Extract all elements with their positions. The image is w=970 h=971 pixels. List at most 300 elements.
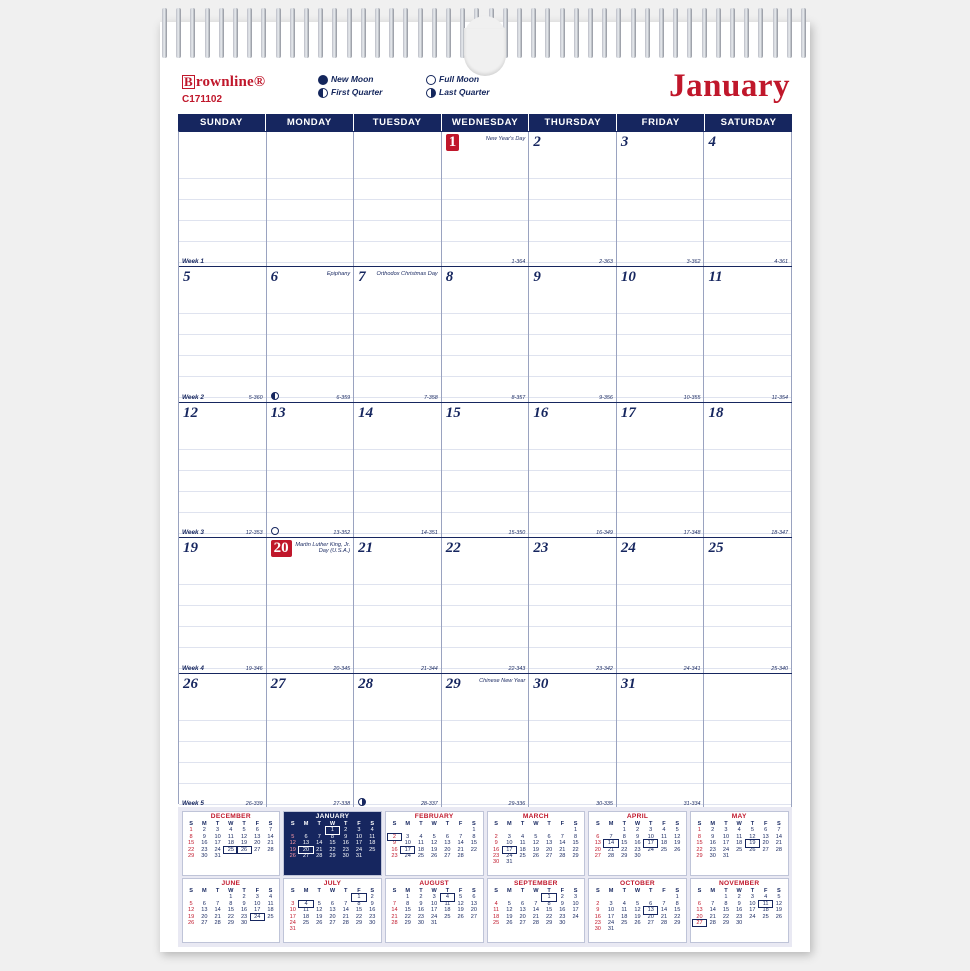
- writing-lines: [617, 293, 704, 389]
- day-cell[interactable]: [442, 538, 530, 672]
- mini-weekday-header: M: [507, 888, 512, 894]
- mini-day-cell: 4: [441, 894, 454, 900]
- mini-day-cell: 21: [532, 913, 539, 920]
- mini-calendar-april[interactable]: [588, 811, 687, 876]
- mini-calendar-february[interactable]: [385, 811, 484, 876]
- mini-day-cell: 2: [242, 894, 246, 901]
- mini-calendar-title: OCTOBER: [620, 880, 655, 887]
- mini-day-cell: 9: [370, 900, 374, 907]
- writing-lines: [354, 564, 441, 660]
- day-cell[interactable]: [442, 403, 530, 537]
- mini-day-cell: 16: [709, 840, 716, 847]
- writing-lines: [267, 293, 354, 389]
- mini-day-cell: 13: [762, 833, 769, 840]
- mini-calendar-september[interactable]: [487, 878, 586, 943]
- mini-day-cell: 22: [329, 846, 336, 853]
- spiral-coil: [659, 8, 664, 58]
- mini-day-cell: 23: [369, 913, 376, 920]
- day-cell[interactable]: [267, 674, 355, 808]
- mini-day-cell: 27: [762, 846, 769, 853]
- mini-day-cell: 12: [289, 840, 296, 847]
- mini-weekday-header: S: [189, 888, 193, 894]
- day-cell[interactable]: [267, 132, 355, 266]
- full-moon-icon: [271, 527, 279, 535]
- mini-weekday-header: F: [763, 821, 768, 827]
- day-cell[interactable]: [617, 267, 705, 401]
- mini-day-cell: 24: [214, 846, 221, 853]
- mini-day-cell: 29: [188, 853, 195, 860]
- mini-week-row: [286, 853, 379, 859]
- day-cell[interactable]: [617, 674, 705, 808]
- mini-day-cell: 10: [607, 907, 615, 914]
- mini-day-cell: 25: [369, 846, 376, 853]
- mini-weekday-header: M: [202, 821, 207, 827]
- mini-day-cell: 2: [202, 827, 206, 834]
- mini-calendar-january[interactable]: [283, 811, 382, 876]
- day-cell[interactable]: [704, 267, 792, 401]
- writing-lines: [354, 429, 441, 525]
- weekday-header-thursday: THURSDAY: [528, 114, 616, 131]
- writing-lines: [354, 293, 441, 389]
- mini-day-cell: 14: [559, 840, 566, 847]
- day-number: 23: [533, 540, 549, 557]
- mini-weekday-header: M: [303, 888, 309, 894]
- mini-day-cell: 25: [493, 920, 500, 927]
- mini-day-cell: 23: [634, 846, 641, 853]
- mini-day-cell: [746, 920, 759, 926]
- mini-calendar-march[interactable]: [487, 811, 586, 876]
- mini-day-cell: 8: [357, 900, 361, 907]
- spiral-coil: [716, 8, 721, 58]
- mini-day-cell: 5: [534, 833, 538, 840]
- mini-day-cell: 23: [342, 846, 349, 853]
- mini-calendar-august[interactable]: [385, 878, 484, 943]
- day-cell[interactable]: [354, 267, 442, 401]
- mini-day-cell: [516, 859, 529, 865]
- mini-weekday-header: F: [255, 821, 259, 827]
- mini-weekday-header: S: [472, 888, 476, 894]
- legend-full-moon: [426, 73, 526, 86]
- julian-date: 29-336: [508, 800, 526, 807]
- julian-date: 24-341: [683, 665, 701, 672]
- julian-date: 19-346: [245, 665, 263, 672]
- writing-lines: [704, 564, 791, 660]
- mini-day-cell: 27: [545, 853, 553, 860]
- mini-day-cell: 14: [267, 833, 274, 840]
- mini-day-cell: 2: [711, 827, 715, 834]
- day-number: 4: [708, 134, 716, 150]
- first-quarter-moon-icon: [318, 88, 328, 98]
- day-cell[interactable]: [354, 538, 442, 672]
- julian-date: 5-360: [248, 394, 263, 401]
- mini-day-cell: 1: [542, 894, 555, 900]
- day-number: 24: [620, 540, 636, 557]
- spiral-coil: [730, 8, 735, 58]
- mini-weekday-header: W: [533, 888, 539, 894]
- mini-day-cell: [671, 926, 684, 932]
- mini-day-cell: 21: [316, 846, 323, 853]
- mini-day-cell: 23: [240, 913, 248, 920]
- day-cell[interactable]: [442, 674, 530, 808]
- julian-date: 17-348: [683, 530, 701, 537]
- mini-day-cell: 31: [431, 920, 438, 927]
- mini-day-cell: 13: [254, 833, 261, 840]
- mini-day-cell: 24: [749, 913, 756, 920]
- mini-day-cell: [313, 926, 326, 932]
- mini-day-cell: [264, 920, 277, 926]
- day-cell[interactable]: [442, 267, 530, 401]
- mini-day-cell: 19: [674, 840, 681, 847]
- legend-label: Full Moon: [439, 74, 480, 84]
- mini-day-cell: 2: [635, 827, 640, 834]
- mini-day-cell: 26: [457, 913, 464, 920]
- mini-day-cell: 28: [775, 846, 783, 853]
- day-cell[interactable]: [529, 267, 617, 401]
- mini-day-cell: 8: [547, 900, 551, 907]
- mini-weekday-header: W: [228, 888, 234, 894]
- mini-day-cell: 6: [547, 833, 551, 840]
- mini-day-cell: 7: [711, 900, 715, 907]
- mini-day-cell: 27: [647, 920, 654, 927]
- day-number: 17: [620, 404, 636, 421]
- mini-day-cell: 11: [227, 833, 234, 840]
- hanger-hole: [464, 28, 506, 76]
- spiral-coil: [773, 8, 778, 58]
- day-cell[interactable]: [354, 674, 442, 808]
- mini-day-cell: 10: [647, 833, 654, 840]
- mini-day-cell: 9: [344, 833, 348, 840]
- day-cell[interactable]: [617, 538, 705, 672]
- day-cell[interactable]: [617, 403, 705, 537]
- mini-day-cell: 5: [750, 827, 754, 834]
- mini-day-cell: 24: [289, 920, 296, 927]
- mini-day-cell: 15: [722, 907, 730, 914]
- mini-day-cell: 16: [201, 840, 208, 847]
- mini-day-cell: 19: [457, 907, 464, 914]
- mini-day-cell: 9: [494, 840, 498, 847]
- mini-day-cell: 4: [622, 900, 626, 907]
- mini-calendar-table: [388, 888, 481, 926]
- spiral-coil: [205, 8, 210, 58]
- mini-day-cell: 27: [693, 920, 706, 926]
- mini-day-cell: 8: [406, 900, 410, 907]
- mini-day-cell: 17: [214, 840, 221, 847]
- mini-calendar-july[interactable]: [283, 878, 382, 943]
- mini-calendar-december[interactable]: [182, 811, 281, 876]
- mini-day-cell: 1: [573, 827, 578, 834]
- mini-calendar-title: FEBRUARY: [414, 813, 454, 820]
- mini-day-cell: 24: [722, 846, 730, 853]
- mini-day-cell: 6: [445, 833, 449, 840]
- day-cell[interactable]: [179, 403, 267, 537]
- mini-day-cell: 27: [594, 853, 601, 860]
- mini-day-cell: 4: [662, 827, 666, 834]
- mini-day-cell: 18: [227, 840, 234, 847]
- mini-day-cell: 27: [519, 920, 526, 927]
- day-cell[interactable]: [442, 132, 530, 266]
- mini-day-cell: 13: [594, 840, 601, 847]
- mini-day-cell: 3: [649, 827, 653, 834]
- mini-day-cell: 7: [560, 833, 564, 840]
- mini-calendar-table: [490, 888, 583, 926]
- day-number: 9: [533, 269, 541, 286]
- day-cell[interactable]: [267, 403, 355, 537]
- new-moon-icon: [318, 75, 328, 85]
- mini-day-cell: 25: [736, 846, 743, 853]
- day-cell[interactable]: [704, 403, 792, 537]
- day-cell[interactable]: [354, 403, 442, 537]
- mini-day-cell: 8: [697, 833, 702, 840]
- mini-day-cell: [772, 920, 785, 926]
- mini-day-cell: 28: [559, 853, 566, 860]
- mini-day-cell: 15: [404, 907, 411, 914]
- mini-day-cell: 16: [369, 907, 376, 914]
- mini-weekday-header: F: [255, 888, 259, 894]
- mini-day-cell: 17: [722, 840, 730, 847]
- spiral-coil: [446, 8, 451, 58]
- spiral-coil: [219, 8, 224, 58]
- day-event: Chinese New Year: [479, 677, 526, 684]
- writing-lines: [704, 293, 791, 389]
- mini-day-cell: 18: [369, 840, 376, 847]
- mini-day-cell: 10: [506, 840, 513, 847]
- day-number: 14: [358, 404, 374, 421]
- spiral-coil: [247, 8, 252, 58]
- day-cell[interactable]: [179, 267, 267, 401]
- mini-day-cell: 7: [777, 827, 781, 834]
- day-cell[interactable]: [704, 674, 792, 808]
- day-number: 20: [271, 540, 292, 557]
- spiral-coil: [588, 8, 593, 58]
- mini-day-cell: 20: [299, 847, 312, 853]
- mini-day-cell: 16: [634, 840, 641, 847]
- mini-day-cell: 1: [622, 827, 626, 834]
- mini-day-cell: 18: [444, 907, 451, 914]
- spiral-coil: [631, 8, 636, 58]
- mini-day-cell: [251, 853, 264, 859]
- day-cell[interactable]: [704, 538, 792, 672]
- day-cell[interactable]: [529, 132, 617, 266]
- mini-weekday-header: W: [634, 821, 641, 827]
- mini-day-cell: [657, 926, 670, 932]
- mini-day-cell: 24: [404, 853, 411, 860]
- mini-day-cell: 8: [472, 833, 476, 840]
- mini-day-cell: 22: [674, 913, 681, 920]
- brand-registered: ®: [253, 74, 266, 90]
- mini-day-cell: 11: [661, 833, 667, 840]
- writing-lines: [354, 158, 441, 254]
- mini-weekday-header: S: [697, 821, 702, 827]
- mini-day-cell: [454, 920, 467, 926]
- day-cell[interactable]: [704, 132, 792, 266]
- writing-lines: [529, 700, 616, 796]
- mini-weekday-header: S: [675, 821, 680, 827]
- mini-day-cell: 30: [201, 853, 208, 860]
- writing-lines: [267, 158, 354, 254]
- mini-day-cell: 6: [255, 827, 259, 834]
- mini-weekday-header: T: [750, 888, 755, 894]
- mini-day-cell: 15: [696, 840, 703, 847]
- mini-day-cell: 6: [521, 900, 525, 907]
- day-cell[interactable]: [179, 132, 267, 266]
- mini-weekday-header: S: [290, 888, 295, 894]
- day-event: Orthodox Christmas Day: [376, 271, 438, 278]
- day-cell[interactable]: [179, 538, 267, 672]
- mini-weekday-header: W: [228, 821, 234, 827]
- mini-day-cell: 18: [417, 846, 425, 853]
- julian-date: 25-340: [771, 665, 789, 672]
- mini-weekday-header: W: [431, 821, 437, 827]
- weekday-header-sunday: SUNDAY: [200, 117, 243, 128]
- mini-day-cell: 3: [291, 900, 295, 907]
- mini-day-cell: 11: [418, 840, 424, 847]
- spiral-coil: [375, 8, 380, 58]
- writing-lines: [617, 564, 704, 660]
- mini-day-cell: 31: [355, 853, 363, 860]
- mini-weekday-header: T: [242, 888, 246, 894]
- day-event: Epiphany: [326, 271, 351, 278]
- julian-date: 7-358: [423, 394, 438, 401]
- day-cell[interactable]: [354, 132, 442, 266]
- mini-day-cell: 15: [188, 840, 195, 847]
- julian-date: 15-350: [508, 530, 526, 537]
- full-moon-icon: [426, 75, 436, 85]
- weekday-header-wednesday: WEDNESDAY: [441, 114, 529, 131]
- day-number: 6: [270, 269, 279, 286]
- mini-day-cell: 14: [457, 840, 464, 847]
- spiral-coil: [162, 8, 167, 58]
- weekday-header-friday: FRIDAY: [616, 114, 704, 131]
- week-label: Week 2: [182, 393, 204, 401]
- day-number: 21: [358, 540, 374, 557]
- mini-day-cell: 5: [291, 833, 295, 840]
- mini-day-cell: 23: [709, 846, 716, 853]
- mini-day-cell: 18: [736, 840, 743, 847]
- mini-day-cell: 16: [342, 840, 349, 847]
- mini-day-cell: 19: [316, 913, 323, 920]
- writing-lines: [179, 564, 266, 660]
- mini-day-cell: 10: [749, 900, 756, 907]
- legend-new-moon: [318, 73, 418, 86]
- mini-day-cell: 12: [775, 900, 783, 907]
- writing-lines: [442, 700, 529, 796]
- mini-day-cell: 25: [660, 846, 668, 853]
- day-cell[interactable]: [267, 267, 355, 401]
- mini-weekday-header: T: [317, 821, 321, 827]
- mini-day-cell: 21: [709, 913, 716, 920]
- mini-calendar-title: JANUARY: [315, 813, 350, 820]
- mini-day-cell: 10: [214, 833, 221, 840]
- mini-day-cell: 19: [634, 913, 641, 920]
- mini-day-cell: 3: [724, 827, 728, 834]
- mini-day-cell: 16: [736, 907, 743, 914]
- mini-weekday-header: S: [697, 888, 702, 894]
- mini-day-cell: 19: [289, 846, 296, 853]
- day-cell[interactable]: [179, 674, 267, 808]
- mini-weekday-header: F: [560, 821, 565, 827]
- mini-weekday-header: F: [458, 821, 463, 827]
- legend-label: First Quarter: [331, 87, 383, 97]
- spiral-coil: [602, 8, 607, 58]
- mini-day-cell: 27: [302, 853, 310, 860]
- day-cell[interactable]: [529, 403, 617, 537]
- mini-weekday-header: S: [189, 821, 193, 827]
- mini-day-cell: 28: [342, 920, 349, 927]
- mini-day-cell: 9: [202, 833, 206, 840]
- mini-calendar-title: AUGUST: [419, 880, 449, 887]
- week-row: [179, 267, 792, 402]
- writing-lines: [179, 293, 266, 389]
- mini-day-cell: 15: [470, 840, 477, 847]
- mini-week-row: [490, 859, 583, 865]
- mini-day-cell: 6: [304, 833, 308, 840]
- legend-first-quarter: [318, 86, 418, 99]
- mini-day-cell: 4: [764, 894, 768, 901]
- spiral-coil: [673, 8, 678, 58]
- mini-day-cell: [299, 926, 312, 932]
- mini-day-cell: [467, 853, 480, 859]
- mini-day-cell: 12: [431, 840, 438, 847]
- mini-day-cell: [237, 853, 250, 859]
- day-number: 18: [708, 404, 724, 421]
- mini-day-cell: 28: [391, 920, 398, 927]
- mini-day-cell: 24: [607, 920, 615, 927]
- spiral-coil: [361, 8, 366, 58]
- mini-day-cell: 27: [201, 920, 208, 927]
- mini-day-cell: [631, 926, 644, 932]
- mini-day-cell: 21: [342, 913, 349, 920]
- day-number: 12: [183, 404, 198, 421]
- julian-date: 6-359: [336, 394, 351, 401]
- brand-logo: [182, 74, 265, 91]
- day-number: 1: [446, 134, 460, 151]
- day-cell[interactable]: [529, 538, 617, 672]
- mini-calendar-june[interactable]: [182, 878, 281, 943]
- mini-day-cell: 16: [240, 907, 248, 914]
- mini-calendar-october[interactable]: [588, 878, 687, 943]
- day-cell[interactable]: [529, 674, 617, 808]
- mini-day-cell: 16: [559, 907, 566, 914]
- mini-day-cell: 8: [330, 833, 335, 840]
- month-grid: [178, 131, 792, 807]
- weekday-header-saturday: SATURDAY: [704, 114, 792, 131]
- week-label: Week 4: [182, 664, 204, 672]
- mini-day-cell: 11: [303, 907, 309, 914]
- mini-day-cell: 4: [299, 901, 312, 907]
- mini-weekday-header: W: [431, 888, 437, 894]
- mini-weekday-header: F: [458, 888, 463, 894]
- mini-day-cell: 13: [519, 907, 526, 914]
- mini-calendar-table: [693, 888, 786, 926]
- day-number: 29: [445, 675, 461, 692]
- mini-day-cell: 12: [506, 907, 513, 914]
- day-cell[interactable]: [617, 132, 705, 266]
- spiral-coil: [531, 8, 536, 58]
- mini-day-cell: 28: [214, 920, 221, 927]
- mini-day-cell: 2: [370, 894, 374, 901]
- mini-day-cell: 19: [506, 913, 513, 920]
- mini-calendar-may[interactable]: [690, 811, 789, 876]
- mini-day-cell: 26: [634, 920, 641, 927]
- mini-weekday-header: S: [573, 888, 578, 894]
- mini-day-cell: 5: [675, 827, 679, 834]
- mini-calendar-november[interactable]: [690, 878, 789, 943]
- mini-weekday-header: W: [736, 888, 742, 894]
- day-cell[interactable]: [267, 538, 355, 672]
- mini-day-cell: 23: [559, 913, 566, 920]
- mini-weekday-header: T: [520, 821, 525, 827]
- mini-weekday-header: W: [736, 821, 742, 827]
